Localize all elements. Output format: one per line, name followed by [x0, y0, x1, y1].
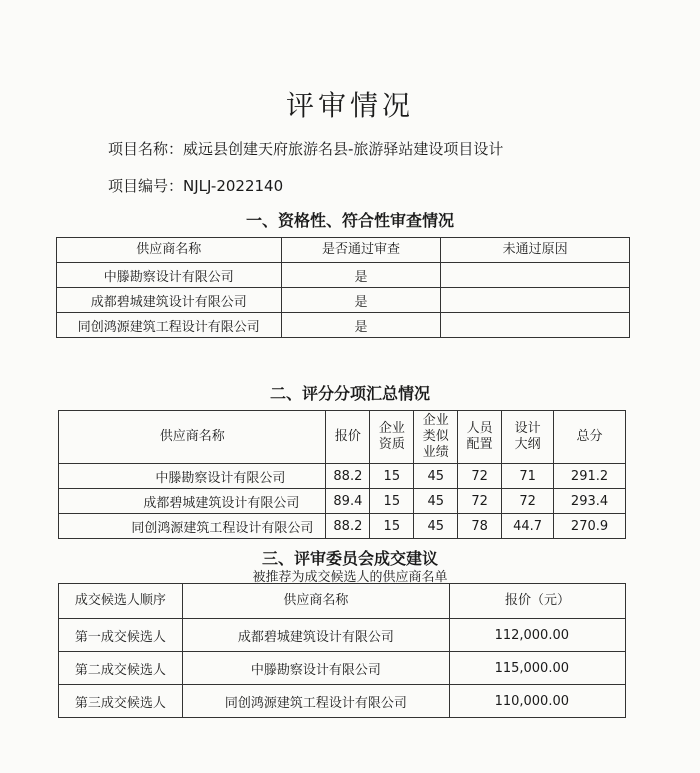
col-header-total: 总分 [554, 411, 626, 464]
reason-cell [441, 263, 630, 288]
total-score-cell: 270.9 [554, 514, 626, 539]
project-name-line [108, 138, 503, 159]
performance-score-cell: 45 [414, 514, 458, 539]
section3-subheading: 被推荐为成交候选人的供应商名单 [252, 570, 448, 585]
col-header-staffing: 人员 配置 [458, 411, 502, 464]
supplier-cell: 成都碧城建筑设计有限公司 [57, 288, 282, 313]
price-score-cell: 88.2 [326, 514, 370, 539]
section1-heading: 一、资格性、符合性审查情况 [245, 211, 454, 230]
project-code: NJLJ-2022140 [183, 177, 284, 195]
supplier-cell: 成都碧城建筑设计有限公司 [182, 619, 449, 652]
project-code-label: 项目编号： [108, 177, 184, 195]
table-row [57, 313, 630, 338]
col-header-qualification: 企业 资质 [370, 411, 414, 464]
rank-cell: 第三成交候选人 [59, 685, 183, 718]
staffing-score-cell: 72 [458, 489, 502, 514]
outline-score-cell: 44.7 [502, 514, 554, 539]
outline-score-cell: 72 [502, 489, 554, 514]
total-score-cell: 291.2 [554, 464, 626, 489]
table-row [59, 464, 626, 489]
performance-score-cell: 45 [414, 464, 458, 489]
project-code-line [108, 175, 283, 196]
price-score-cell: 89.4 [326, 489, 370, 514]
quote-cell: 115,000.00 [450, 652, 626, 685]
performance-score-cell: 45 [414, 489, 458, 514]
supplier-cell: 中滕勘察设计有限公司 [59, 464, 326, 489]
col-header-passed: 是否通过审查 [281, 238, 441, 263]
quote-cell: 110,000.00 [450, 685, 626, 718]
passed-cell: 是 [281, 263, 441, 288]
col-header-reason: 未通过原因 [441, 238, 630, 263]
supplier-cell: 同创鸿源建筑工程设计有限公司 [182, 685, 449, 718]
price-score-cell: 88.2 [326, 464, 370, 489]
passed-cell: 是 [281, 313, 441, 338]
staffing-score-cell: 72 [458, 464, 502, 489]
table-row [59, 685, 626, 718]
col-header-quote: 报价（元） [450, 584, 626, 619]
table-header-row [57, 238, 630, 263]
col-header-similar-performance: 企业 类似 业绩 [414, 411, 458, 464]
qualification-score-cell: 15 [370, 464, 414, 489]
col-header-price: 报价 [326, 411, 370, 464]
rank-cell: 第二成交候选人 [59, 652, 183, 685]
supplier-cell: 同创鸿源建筑工程设计有限公司 [57, 313, 282, 338]
table-row [59, 652, 626, 685]
supplier-cell: 中滕勘察设计有限公司 [182, 652, 449, 685]
qualification-review-table [56, 237, 630, 338]
project-name: 威远县创建天府旅游名县-旅游驿站建设项目设计 [183, 140, 504, 158]
supplier-cell: 同创鸿源建筑工程设计有限公司 [59, 514, 326, 539]
qualification-score-cell: 15 [370, 489, 414, 514]
rank-cell: 第一成交候选人 [59, 619, 183, 652]
col-header-supplier: 供应商名称 [57, 238, 282, 263]
reason-cell [441, 288, 630, 313]
col-header-rank: 成交候选人顺序 [59, 584, 183, 619]
col-header-supplier: 供应商名称 [59, 411, 326, 464]
outline-score-cell: 71 [502, 464, 554, 489]
recommended-candidates-table [58, 583, 626, 718]
table-row [59, 619, 626, 652]
reason-cell [441, 313, 630, 338]
section2-heading: 二、评分分项汇总情况 [269, 384, 430, 403]
quote-cell: 112,000.00 [450, 619, 626, 652]
total-score-cell: 293.4 [554, 489, 626, 514]
document-title: 评审情况 [285, 89, 414, 122]
supplier-cell: 中滕勘察设计有限公司 [57, 263, 282, 288]
table-row [59, 489, 626, 514]
col-header-supplier: 供应商名称 [182, 584, 449, 619]
section3-heading: 三、评审委员会成交建议 [261, 549, 438, 568]
table-row [57, 263, 630, 288]
supplier-cell: 成都碧城建筑设计有限公司 [59, 489, 326, 514]
score-summary-table [58, 410, 626, 539]
table-row [59, 514, 626, 539]
table-header-row [59, 584, 626, 619]
staffing-score-cell: 78 [458, 514, 502, 539]
col-header-design-outline: 设计 大纲 [502, 411, 554, 464]
project-name-label: 项目名称： [108, 140, 184, 158]
qualification-score-cell: 15 [370, 514, 414, 539]
table-header-row [59, 411, 626, 464]
passed-cell: 是 [281, 288, 441, 313]
table-row [57, 288, 630, 313]
